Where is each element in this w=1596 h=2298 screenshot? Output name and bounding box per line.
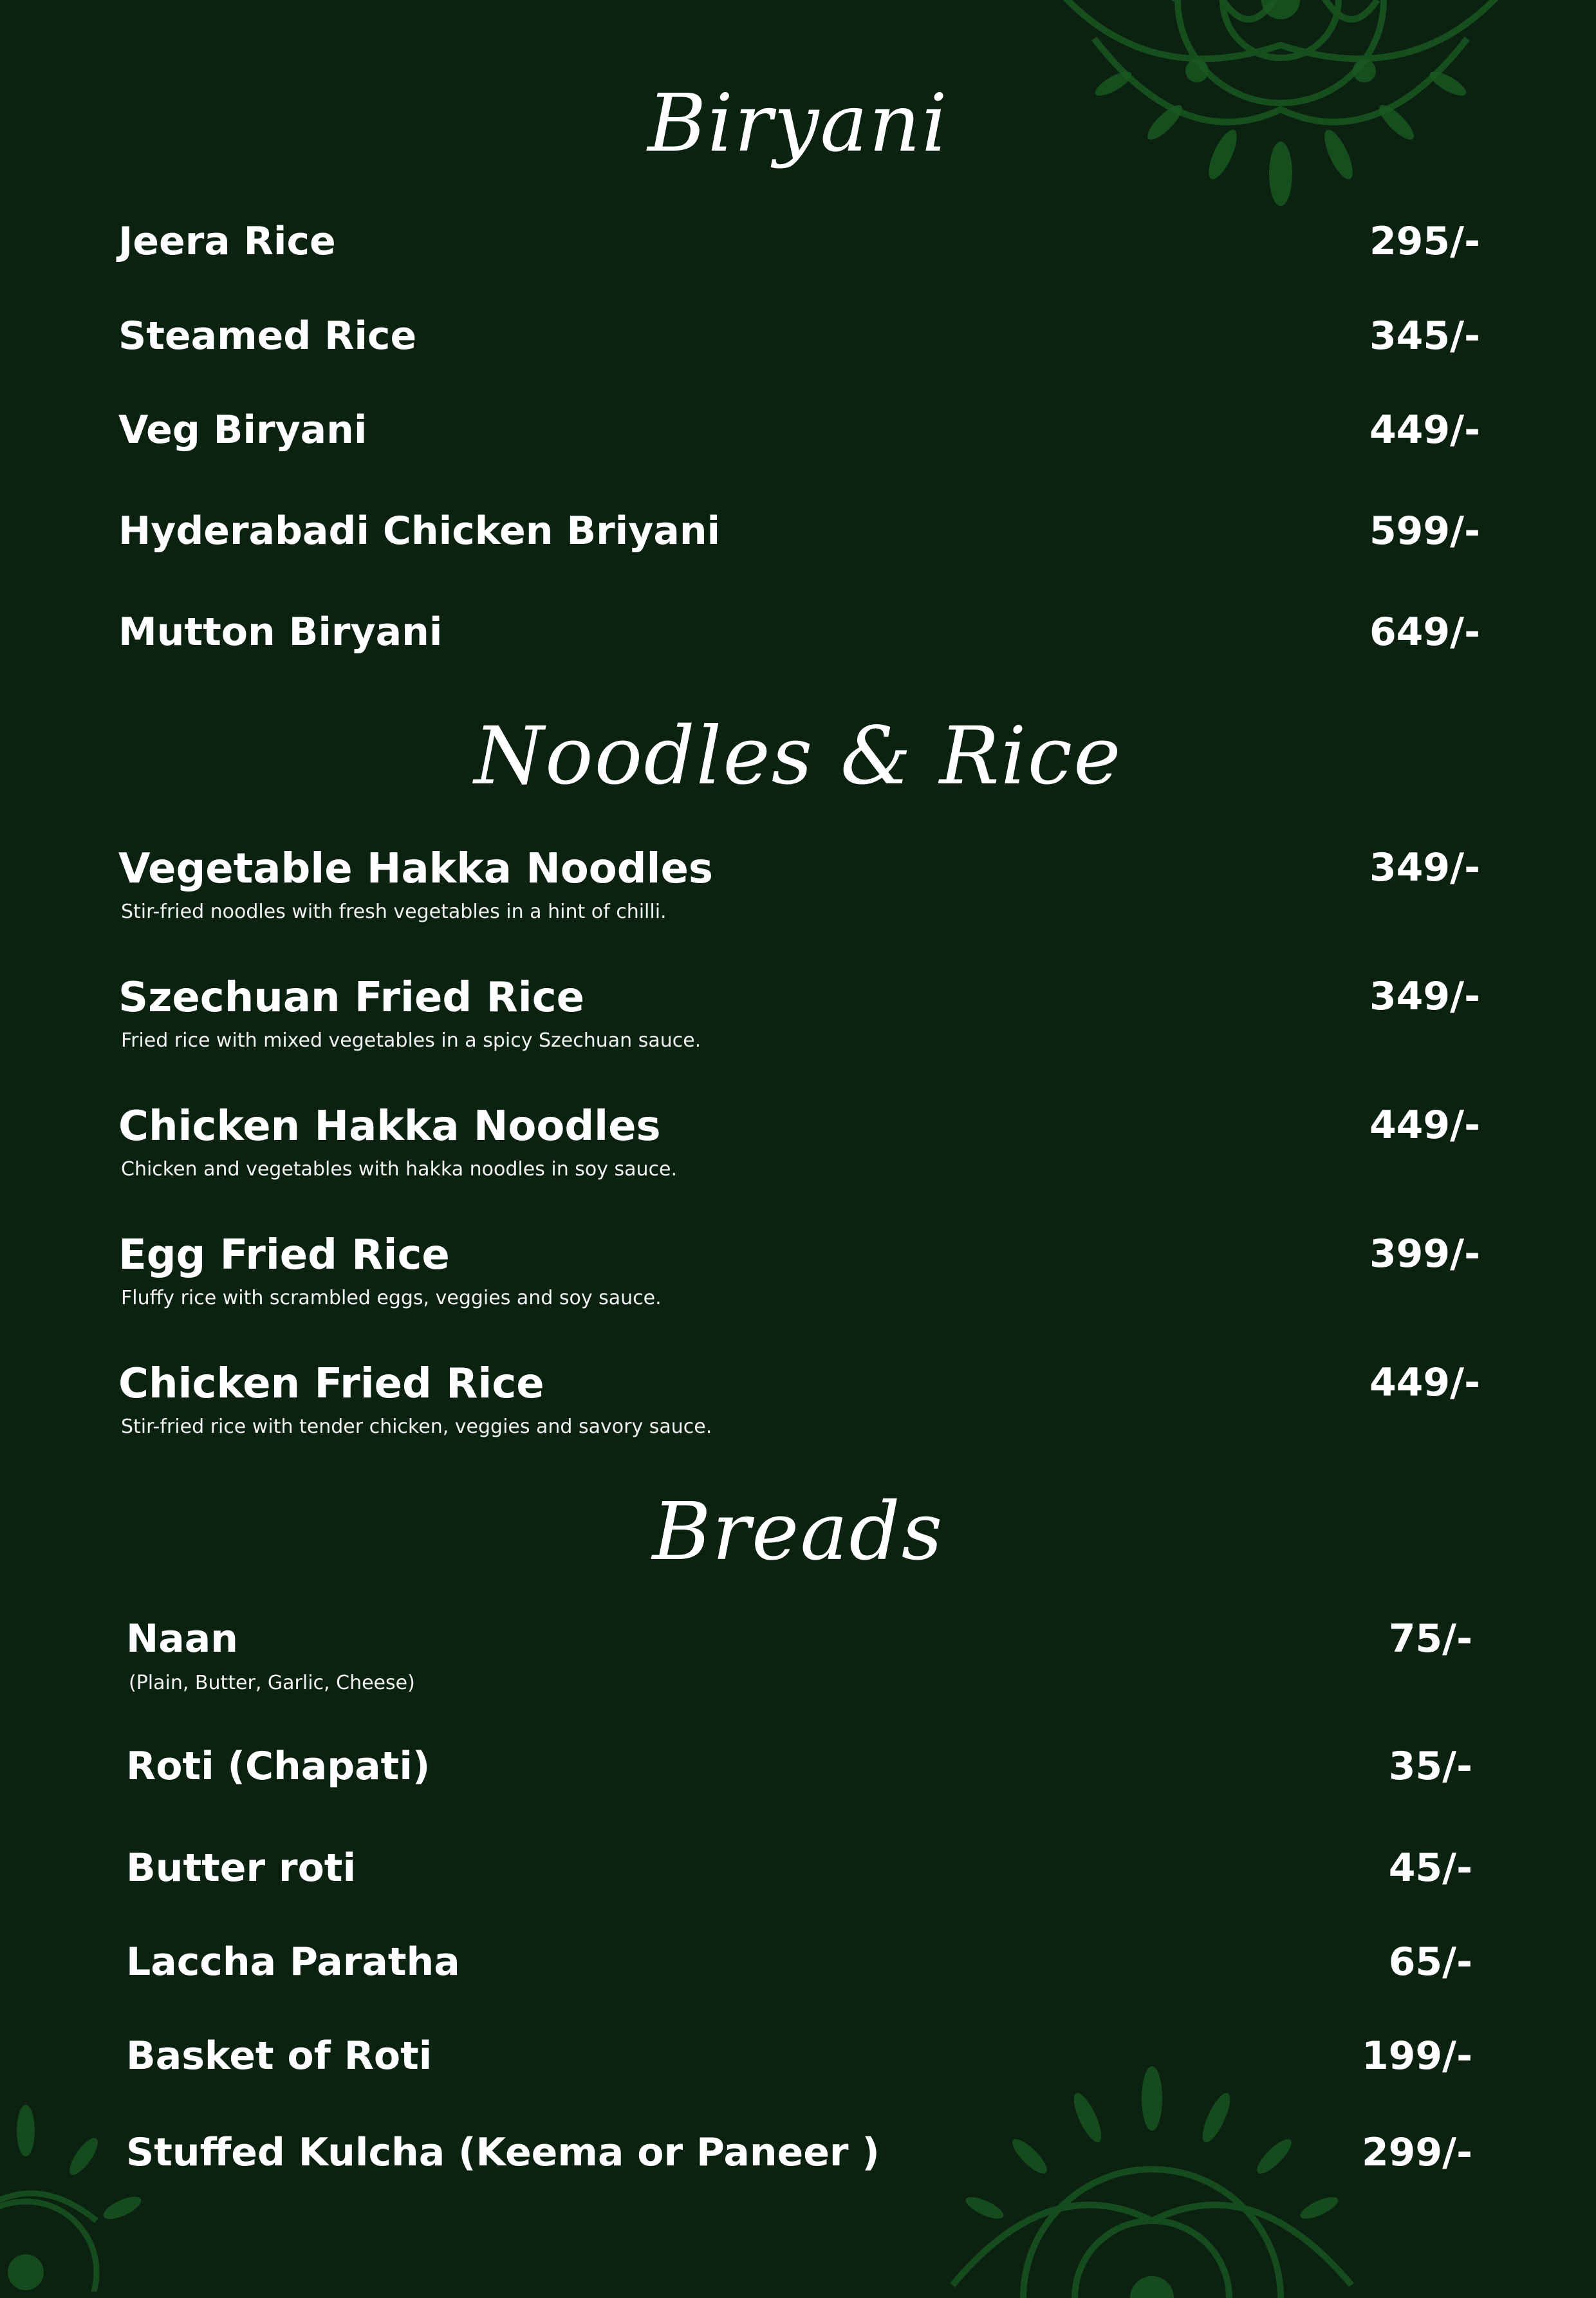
menu-item — [118, 610, 1480, 690]
menu-item — [118, 974, 1480, 1054]
item-description: (Plain, Butter, Garlic, Cheese) — [129, 1672, 415, 1694]
item-price: 399/- — [1369, 1231, 1480, 1276]
item-name: Butter roti — [126, 1845, 357, 1891]
section-title-breads: Breads — [652, 1486, 944, 1578]
menu-item — [118, 509, 1480, 589]
menu-item — [118, 845, 1480, 926]
item-name: Veg Biryani — [118, 407, 367, 453]
item-price: 199/- — [1361, 2033, 1472, 2078]
menu-item — [118, 407, 1480, 488]
item-description: Fried rice with mixed vegetables in a spicy Szechuan sauce. — [121, 1029, 701, 1052]
item-description: Stir-fried noodles with fresh vegetables in a hint of chilli. — [121, 901, 667, 923]
item-price: 295/- — [1369, 219, 1480, 264]
item-price: 35/- — [1388, 1744, 1472, 1789]
item-price: 299/- — [1361, 2130, 1472, 2175]
menu-item — [126, 1845, 1472, 1926]
menu-item — [126, 1616, 1472, 1697]
item-name: Roti (Chapati) — [126, 1744, 431, 1789]
item-description: Stir-fried rice with tender chicken, veggies and savory sauce. — [121, 1415, 712, 1438]
item-price: 349/- — [1369, 845, 1480, 890]
item-price: 449/- — [1369, 1360, 1480, 1405]
item-name: Steamed Rice — [118, 313, 417, 359]
menu-item — [118, 1360, 1480, 1441]
item-price: 449/- — [1369, 1103, 1480, 1148]
menu-item — [118, 313, 1480, 394]
item-name: Mutton Biryani — [118, 610, 443, 655]
menu-item — [126, 1939, 1472, 2020]
item-price: 65/- — [1388, 1939, 1472, 1985]
item-name: Chicken Fried Rice — [118, 1360, 544, 1408]
menu-item — [126, 2033, 1472, 2114]
item-price: 649/- — [1369, 610, 1480, 655]
item-price: 349/- — [1369, 974, 1480, 1019]
item-name: Egg Fried Rice — [118, 1231, 450, 1279]
section-title-noodles-rice: Noodles & Rice — [474, 710, 1122, 803]
item-name: Hyderabadi Chicken Briyani — [118, 509, 721, 554]
item-description: Chicken and vegetables with hakka noodles in soy sauce. — [121, 1158, 678, 1181]
item-name: Basket of Roti — [126, 2033, 432, 2078]
item-name: Chicken Hakka Noodles — [118, 1103, 661, 1150]
item-description: Fluffy rice with scrambled eggs, veggies and soy sauce. — [121, 1287, 662, 1309]
section-title-biryani: Biryani — [647, 77, 949, 170]
item-name: Szechuan Fried Rice — [118, 974, 585, 1022]
item-price: 45/- — [1388, 1845, 1472, 1891]
menu-item — [118, 219, 1480, 299]
item-price: 449/- — [1369, 407, 1480, 453]
item-name: Stuffed Kulcha (Keema or Paneer ) — [126, 2130, 880, 2175]
item-name: Vegetable Hakka Noodles — [118, 845, 713, 893]
menu-item — [126, 2130, 1472, 2210]
item-price: 599/- — [1369, 509, 1480, 554]
item-price: 75/- — [1388, 1616, 1472, 1661]
menu-item — [126, 1744, 1472, 1824]
menu-item — [118, 1103, 1480, 1183]
item-name: Jeera Rice — [118, 219, 336, 264]
item-price: 345/- — [1369, 313, 1480, 359]
menu-item — [118, 1231, 1480, 1312]
item-name: Laccha Paratha — [126, 1939, 460, 1985]
item-name: Naan — [126, 1616, 238, 1661]
